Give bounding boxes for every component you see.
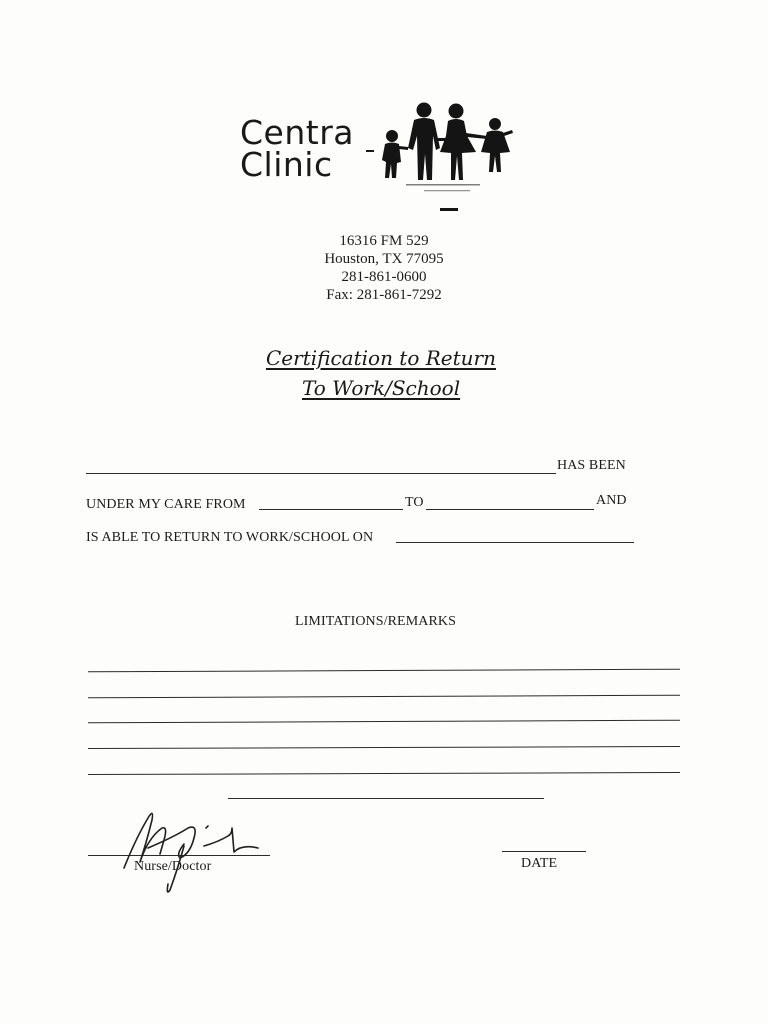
return-date-field[interactable] [396,542,634,543]
form-title-line1: Certification to Return [266,346,496,370]
patient-name-field[interactable] [86,473,556,474]
care-from-date-field[interactable] [259,509,403,510]
and-label: AND [596,493,627,508]
has-been-label: HAS BEEN [557,458,626,473]
remarks-line[interactable] [88,695,680,699]
remarks-line[interactable] [88,720,680,724]
date-field[interactable] [502,851,586,852]
family-silhouette-icon [370,100,520,218]
able-to-return-label: IS ABLE TO RETURN TO WORK/SCHOOL ON [86,530,374,545]
clinic-logo [236,100,526,220]
handwritten-signature [118,798,268,898]
address-phone: 281-861-0600 [341,269,427,285]
remarks-line[interactable] [88,669,680,673]
limitations-remarks-heading: LIMITATIONS/REMARKS [295,614,457,629]
care-to-date-field[interactable] [426,509,594,510]
address-street: 16316 FM 529 [339,233,429,249]
remarks-line[interactable] [88,772,680,775]
remarks-line[interactable] [228,798,544,799]
address-city: Houston, TX 77095 [324,251,444,267]
logo-text-line2: Clinic [240,145,333,184]
under-care-from-label: UNDER MY CARE FROM [86,497,246,512]
remarks-line[interactable] [88,746,680,749]
address-fax: Fax: 281-861-7292 [326,287,442,303]
date-label: DATE [521,856,558,871]
logo-text-line1: Centra [240,113,354,152]
form-title-line2: To Work/School [302,376,461,400]
to-label: TO [405,495,424,510]
nurse-doctor-label: Nurse/Doctor [134,859,212,874]
